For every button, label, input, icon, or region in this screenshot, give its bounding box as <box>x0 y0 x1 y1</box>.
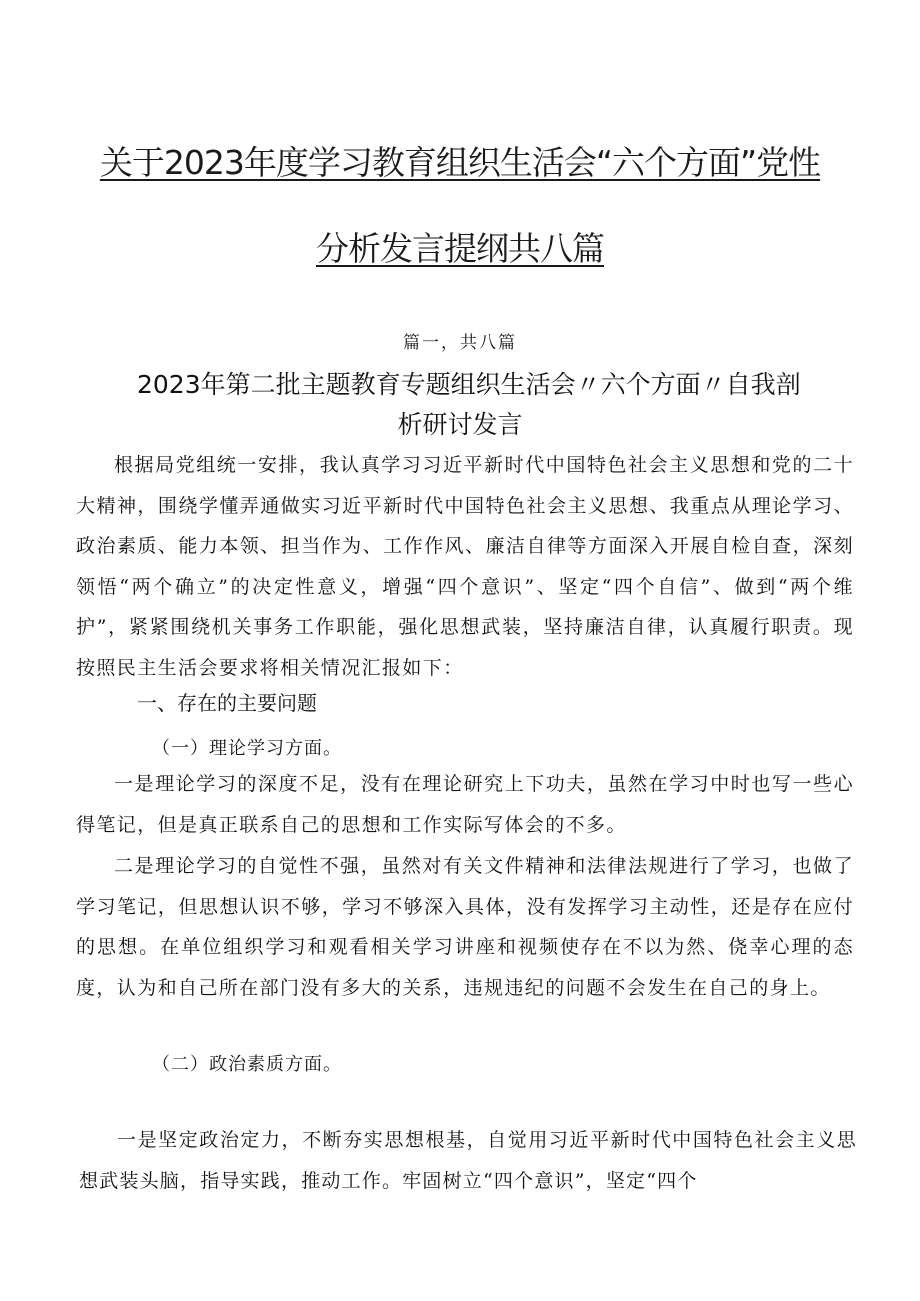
subheading-theory-study: （一）理论学习方面。 <box>152 738 342 759</box>
paragraph-theory-1: 一是理论学习的深度不足，没有在理论研究上下功夫，虽然在学习中时也写一些心得笔记，但是真正联系自己的思想和工作实际写体会的不多。 <box>76 773 854 836</box>
section-label: 篇一，共八篇 <box>403 333 517 353</box>
paragraph-theory-2: 二是理论学习的自觉性不强，虽然对有关文件精神和法律法规进行了学习，也做了学习笔记，但思想认识不够，学习不够深入具体，没有发挥学习主动性，还是存在应付的思想。在单位组织学习和观看相关学习讲座和视频使存在不以为然、侥幸心理的态度，认为和自己所在部门没有多大的关系，违规违纪的问题不会发生在自己的身上。 <box>76 855 854 999</box>
document-title-line-2: 分析发言提纲共八篇 <box>316 229 604 268</box>
subtitle-line-2: 析研讨发言 <box>397 410 523 439</box>
document-title-line-1: 关于2023年度学习教育组织生活会“六个方面”党性 <box>99 143 821 182</box>
paragraph-politics-1: 一是坚定政治定力，不断夯实思想根基，自觉用习近平新时代中国特色社会主义思想武装头脑，指导实践，推动工作。牢固树立“四个意识”，坚定“四个 <box>79 1129 857 1192</box>
subtitle-line-1: 2023年第二批主题教育专题组织生活会〃六个方面〃自我剖 <box>137 370 801 399</box>
section-heading-problems: 一、存在的主要问题 <box>137 691 317 715</box>
intro-paragraph: 根据局党组统一安排，我认真学习习近平新时代中国特色社会主义思想和党的二十大精神，围绕学懂弄通做实习近平新时代中国特色社会主义思想、我重点从理论学习、政治素质、能力本领、担当作为、工作作风、廉洁自律等方面深入开展自检自查，深刻领悟“两个确立”的决定性意义，增强“四个意识”、坚定“四个自信”、做到“两个维护”，紧紧围绕机关事务工作职能，强化思想武装，坚持廉洁自律，认真履行职责。现按照民主生活会要求将相关情况汇报如下： <box>76 454 854 679</box>
subheading-political-quality: （二）政治素质方面。 <box>152 1054 342 1075</box>
